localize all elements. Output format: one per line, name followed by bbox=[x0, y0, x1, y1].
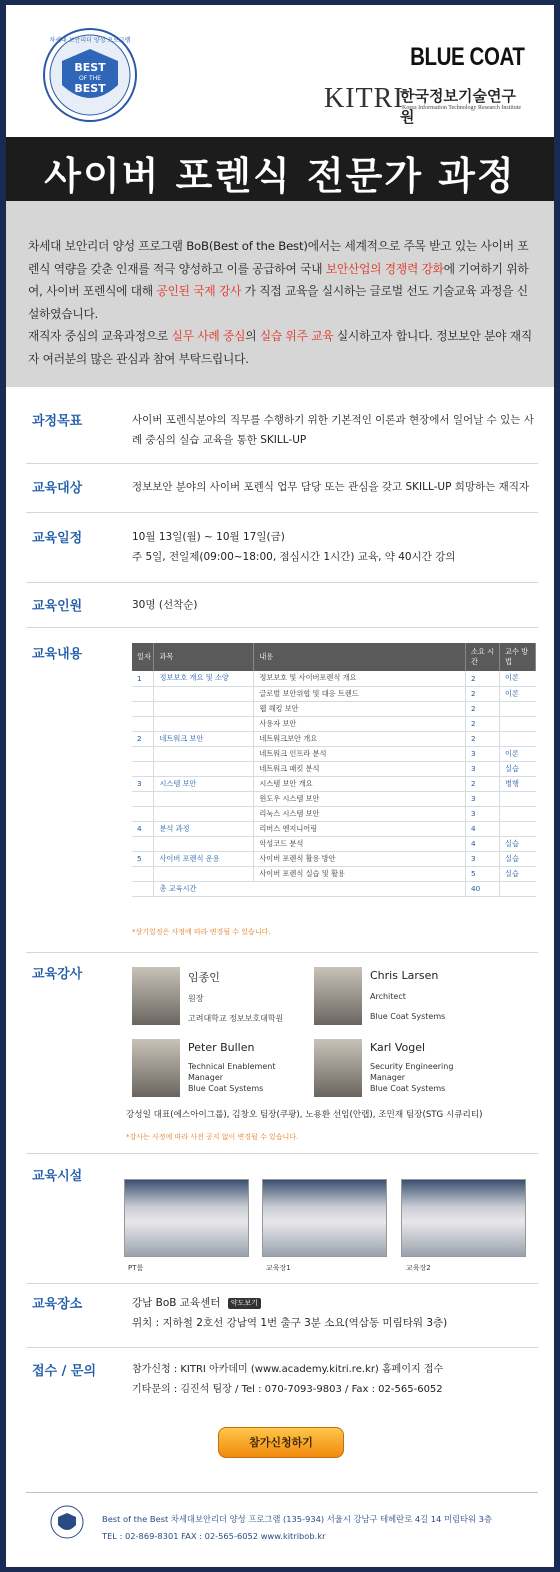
row-content: 리눅스 시스템 보안 bbox=[254, 806, 466, 821]
row-subject: 분석 과정 bbox=[154, 821, 254, 836]
instructor-photo bbox=[132, 1039, 180, 1097]
row-content: 사용자 보안 bbox=[254, 716, 466, 731]
kitri-mark: KITRI bbox=[324, 83, 404, 114]
instructor-affiliation: Blue Coat Systems bbox=[188, 1084, 264, 1093]
row-hours: 3 bbox=[466, 761, 500, 776]
instructor-title: 원장 bbox=[188, 994, 204, 1003]
row-content: 악성코드 분석 bbox=[254, 836, 466, 851]
header bbox=[6, 5, 554, 130]
row-content: 네트워크 패킷 분석 bbox=[254, 761, 466, 776]
row-hours: 3 bbox=[466, 851, 500, 866]
divider bbox=[26, 582, 538, 583]
instructor-title-2: Manager bbox=[188, 1073, 224, 1082]
row-subject bbox=[154, 836, 254, 851]
instructor-photo bbox=[132, 967, 180, 1025]
curriculum-row bbox=[132, 731, 536, 746]
title-bar bbox=[6, 137, 554, 201]
row-method bbox=[500, 791, 536, 806]
instructor-title: Architect bbox=[370, 992, 406, 1001]
row-method: 실습 bbox=[500, 866, 536, 881]
target-label: 교육대상 bbox=[32, 481, 83, 496]
row-day: 5 bbox=[132, 851, 154, 866]
total-spacer bbox=[132, 881, 154, 896]
contact-text bbox=[132, 1360, 542, 1400]
row-subject: 사이버 포렌식 운용 bbox=[154, 851, 254, 866]
row-method: 실습 bbox=[500, 836, 536, 851]
curriculum-row bbox=[132, 776, 536, 791]
row-content: 네트워크 인프라 분석 bbox=[254, 746, 466, 761]
bluecoat-logo: BLUE COAT bbox=[409, 43, 524, 71]
intro-text: 에 기여하기 위하여, 사이버 포렌식에 대해 bbox=[28, 261, 529, 298]
curriculum-label: 교육내용 bbox=[32, 647, 83, 662]
inquiry-info: 기타문의 : 김진석 팀장 / Tel : 070-7093-9803 / Fax : 02-565-6052 bbox=[132, 1384, 443, 1395]
capacity-text: 30명 (선착순) bbox=[132, 599, 198, 611]
facility-caption: 교육장2 bbox=[406, 1264, 431, 1272]
row-day bbox=[132, 806, 154, 821]
row-subject bbox=[154, 716, 254, 731]
svg-text:BEST: BEST bbox=[74, 82, 106, 95]
curriculum-row bbox=[132, 761, 536, 776]
row-hours: 3 bbox=[466, 746, 500, 761]
curriculum-header-row bbox=[132, 643, 536, 671]
row-subject bbox=[154, 686, 254, 701]
facilities-label: 교육시설 bbox=[32, 1169, 83, 1184]
svg-text:OF THE: OF THE bbox=[78, 75, 102, 82]
instructor-affiliation: Blue Coat Systems bbox=[370, 1012, 446, 1021]
intro-highlight: 공인된 국제 강사 bbox=[156, 284, 242, 298]
intro-highlight: 실습 위주 교육 bbox=[259, 329, 334, 343]
intro-highlight: 실무 사례 중심 bbox=[171, 329, 246, 343]
row-day bbox=[132, 701, 154, 716]
footer-bob-logo bbox=[50, 1505, 84, 1539]
intro-paragraph-2 bbox=[28, 325, 534, 370]
row-method: 이론 bbox=[500, 671, 536, 686]
svg-text:BEST: BEST bbox=[74, 61, 106, 74]
curriculum-row bbox=[132, 836, 536, 851]
curriculum-table bbox=[132, 643, 536, 897]
row-subject bbox=[154, 761, 254, 776]
row-content: 글로벌 보안위협 및 대응 트렌드 bbox=[254, 686, 466, 701]
schedule-text bbox=[132, 527, 542, 567]
row-subject bbox=[154, 746, 254, 761]
total-label: 총 교육시간 bbox=[154, 881, 466, 896]
intro-box bbox=[6, 201, 554, 387]
total-hours: 40 bbox=[466, 881, 500, 896]
apply-button[interactable]: 참가신청하기 bbox=[218, 1427, 344, 1458]
kitri-name: 한국정보기술연구원 bbox=[400, 87, 516, 126]
curriculum-row bbox=[132, 686, 536, 701]
divider bbox=[26, 952, 538, 953]
intro-text: 실시하고자 합니다. 정보보안 분야 재직자 여러분의 많은 관심과 참여 부탁드립니다. bbox=[28, 329, 532, 366]
divider bbox=[26, 463, 538, 464]
goal-text: 사이버 포렌식분야의 직무를 수행하기 위한 기본적인 이론과 현장에서 일어날 수 있는 사례 중심의 실습 교육을 통한 SKILL-UP bbox=[132, 414, 534, 446]
instructor-title: Security Engineering bbox=[370, 1062, 454, 1071]
facility-caption: PT룸 bbox=[128, 1264, 144, 1272]
instructors-note: *강사는 사정에 따라 사전 공지 없이 변경될 수 있습니다. bbox=[126, 1133, 299, 1141]
row-method: 실습 bbox=[500, 761, 536, 776]
row-day: 3 bbox=[132, 776, 154, 791]
total-method bbox=[500, 881, 536, 896]
row-hours: 3 bbox=[466, 791, 500, 806]
curriculum-row bbox=[132, 821, 536, 836]
curriculum-body bbox=[132, 671, 536, 896]
instructor-title-2: Manager bbox=[370, 1073, 406, 1082]
row-hours: 2 bbox=[466, 716, 500, 731]
row-hours: 3 bbox=[466, 806, 500, 821]
curriculum-row bbox=[132, 701, 536, 716]
row-subject: 시스템 보안 bbox=[154, 776, 254, 791]
instructor-photo bbox=[314, 1039, 362, 1097]
footer-address: Best of the Best 차세대보안리더 양성 프로그램 (135-934) 서울시 강남구 테헤란로 4길 14 미림타워 3층 bbox=[102, 1514, 492, 1524]
row-hours: 4 bbox=[466, 836, 500, 851]
row-content: 사이버 포렌식 활용 방안 bbox=[254, 851, 466, 866]
row-day bbox=[132, 866, 154, 881]
row-hours: 4 bbox=[466, 821, 500, 836]
intro-text: 가 직접 교육을 실시하는 글로벌 선도 기술교육 과정을 신설하였습니다. bbox=[28, 284, 528, 321]
row-content: 정보보호 및 사이버포렌식 개요 bbox=[254, 671, 466, 686]
col-method: 교수 방법 bbox=[500, 643, 536, 671]
row-content: 사이버 포렌식 실습 및 활용 bbox=[254, 866, 466, 881]
divider bbox=[26, 1283, 538, 1284]
divider bbox=[26, 512, 538, 513]
kitri-subtitle: Korea Information Technology Research Institute bbox=[402, 105, 522, 111]
intro-text: 재직자 중심의 교육과정으로 bbox=[28, 329, 172, 343]
schedule-hours: 주 5일, 전일제(09:00~18:00, 점심시간 1시간) 교육, 약 40시간 강의 bbox=[132, 551, 456, 563]
intro-text: 의 bbox=[245, 329, 260, 343]
row-day bbox=[132, 716, 154, 731]
facility-photo-room-2 bbox=[401, 1179, 526, 1257]
curriculum-note: *상기일정은 사정에 따라 변경될 수 있습니다. bbox=[132, 928, 271, 936]
row-day bbox=[132, 791, 154, 806]
row-subject bbox=[154, 791, 254, 806]
other-instructors: 강성일 대표(에스아이그룹), 김창오 팀장(쿠팡), 노용환 선임(안랩), 조민재 팀장(STG 시큐리티) bbox=[126, 1110, 483, 1120]
row-content: 리버스 엔지니어링 bbox=[254, 821, 466, 836]
divider bbox=[26, 1153, 538, 1154]
row-day: 4 bbox=[132, 821, 154, 836]
curriculum-row bbox=[132, 716, 536, 731]
curriculum-row bbox=[132, 806, 536, 821]
row-method bbox=[500, 806, 536, 821]
kitri-logo bbox=[324, 83, 524, 126]
place-label: 교육장소 bbox=[32, 1297, 83, 1312]
row-subject: 정보보호 개요 및 소양 bbox=[154, 671, 254, 686]
facility-photo-room-1 bbox=[262, 1179, 387, 1257]
instructor-name: Chris Larsen bbox=[370, 969, 439, 982]
row-hours: 5 bbox=[466, 866, 500, 881]
row-subject bbox=[154, 806, 254, 821]
instructor-affiliation: 고려대학교 정보보호대학원 bbox=[188, 1014, 284, 1023]
col-hours: 소요 시간 bbox=[466, 643, 500, 671]
row-subject bbox=[154, 701, 254, 716]
apply-info: 참가신청 : KITRI 아카데미 (www.academy.kitri.re.kr) 홈페이지 접수 bbox=[132, 1364, 444, 1375]
contact-label: 접수 / 문의 bbox=[32, 1364, 97, 1379]
bob-logo bbox=[42, 27, 138, 123]
row-method bbox=[500, 716, 536, 731]
instructor-affiliation: Blue Coat Systems bbox=[370, 1084, 446, 1093]
row-day bbox=[132, 761, 154, 776]
footer-contact: TEL : 02-869-8301 FAX : 02-565-6052 www.kitribob.kr bbox=[102, 1531, 326, 1541]
curriculum-row bbox=[132, 671, 536, 686]
capacity-label: 교육인원 bbox=[32, 599, 83, 614]
row-content: 웹 해킹 보안 bbox=[254, 701, 466, 716]
target-text: 정보보안 분야의 사이버 포렌식 업무 담당 또는 관심을 갖고 SKILL-UP 희망하는 재직자 bbox=[132, 481, 530, 493]
row-hours: 2 bbox=[466, 731, 500, 746]
divider bbox=[26, 1347, 538, 1348]
place-name: 강남 BoB 교육센터 bbox=[132, 1297, 221, 1309]
row-hours: 2 bbox=[466, 701, 500, 716]
instructor-name: Karl Vogel bbox=[370, 1041, 426, 1054]
row-content: 윈도우 시스템 보안 bbox=[254, 791, 466, 806]
intro-highlight: 보안산업의 경쟁력 강화 bbox=[325, 261, 444, 276]
instructor-title: Technical Enablement bbox=[188, 1062, 276, 1071]
intro-text: 차세대 보안리더 양성 프로그램 BoB(Best of the Best)에서는 세계적으로 주목 받고 있는 사이버 포렌식 역량을 갖춘 인재를 적극 양성하고 이를 공급하여 국내 bbox=[28, 239, 529, 276]
facility-photo-pt-room bbox=[124, 1179, 249, 1257]
instructor-photo bbox=[314, 967, 362, 1025]
curriculum-row bbox=[132, 746, 536, 761]
curriculum-row bbox=[132, 866, 536, 881]
curriculum-row bbox=[132, 791, 536, 806]
goal-label: 과정목표 bbox=[32, 414, 83, 429]
svg-text:차세대 보안리더 양성 프로그램: 차세대 보안리더 양성 프로그램 bbox=[49, 37, 131, 44]
curriculum-total-row bbox=[132, 881, 536, 896]
curriculum-row bbox=[132, 851, 536, 866]
row-method: 이론 bbox=[500, 746, 536, 761]
divider bbox=[26, 627, 538, 628]
row-day bbox=[132, 836, 154, 851]
row-method: 이론 bbox=[500, 686, 536, 701]
row-hours: 2 bbox=[466, 686, 500, 701]
schedule-label: 교육일정 bbox=[32, 531, 83, 546]
row-hours: 2 bbox=[466, 671, 500, 686]
map-button[interactable]: 약도보기 bbox=[228, 1298, 261, 1309]
intro-paragraph-1 bbox=[28, 235, 534, 325]
facility-caption: 교육장1 bbox=[266, 1264, 291, 1272]
row-method bbox=[500, 731, 536, 746]
page-title: 사이버 포렌식 전문가 과정 bbox=[44, 154, 516, 198]
row-subject bbox=[154, 866, 254, 881]
row-content: 시스템 보안 개요 bbox=[254, 776, 466, 791]
instructors-label: 교육강사 bbox=[32, 967, 83, 982]
col-subject: 과목 bbox=[154, 643, 254, 671]
instructor-name: Peter Bullen bbox=[188, 1041, 255, 1054]
row-day: 1 bbox=[132, 671, 154, 686]
row-content: 네트워크보안 개요 bbox=[254, 731, 466, 746]
row-method: 병행 bbox=[500, 776, 536, 791]
place-text bbox=[132, 1293, 542, 1333]
place-name-row bbox=[132, 1293, 542, 1313]
footer-divider bbox=[26, 1492, 538, 1493]
col-content: 내용 bbox=[254, 643, 466, 671]
row-method bbox=[500, 821, 536, 836]
row-day bbox=[132, 686, 154, 701]
row-subject: 네트워크 보안 bbox=[154, 731, 254, 746]
row-day bbox=[132, 746, 154, 761]
instructor-name: 임종인 bbox=[188, 971, 220, 984]
schedule-dates: 10월 13일(월) ~ 10월 17일(금) bbox=[132, 531, 285, 543]
poster bbox=[6, 5, 554, 1567]
row-method bbox=[500, 701, 536, 716]
col-day: 일자 bbox=[132, 643, 154, 671]
row-method: 실습 bbox=[500, 851, 536, 866]
place-location: 위치 : 지하철 2호선 강남역 1번 출구 3분 소요(역삼동 미림타워 3층) bbox=[132, 1317, 448, 1329]
row-day: 2 bbox=[132, 731, 154, 746]
row-hours: 2 bbox=[466, 776, 500, 791]
